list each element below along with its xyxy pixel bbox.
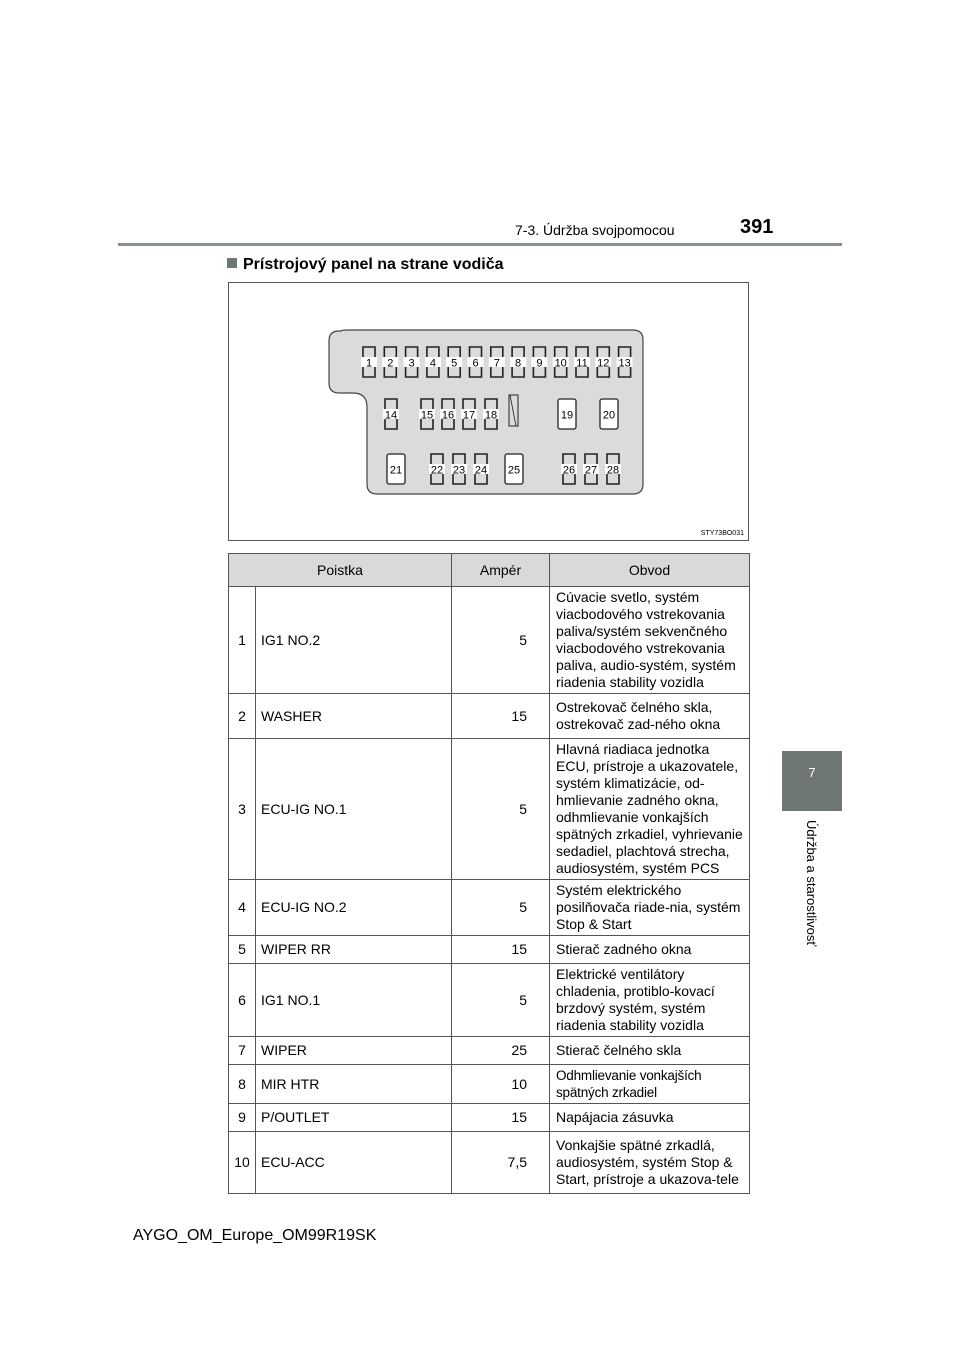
- column-header-ampere: Ampér: [452, 554, 550, 587]
- fuse-label: 12: [597, 357, 610, 370]
- fuse-label: 1: [365, 357, 373, 370]
- fuse-number: 9: [229, 1104, 256, 1132]
- header-divider: [118, 243, 842, 246]
- fuse-label: 20: [602, 409, 616, 422]
- fuse-name: WIPER RR: [256, 936, 452, 964]
- fuse-ampere: 10: [452, 1065, 550, 1104]
- fuse-ampere: 5: [452, 739, 550, 880]
- fuse-label: 3: [408, 357, 415, 370]
- fuse-label: 10: [554, 357, 567, 370]
- fuse-circuit: Vonkajšie spätné zrkadlá, audiosystém, systém Stop & Start, prístroje a ukazova-tele: [550, 1132, 750, 1194]
- fuse-circuit: Ostrekovač čelného skla, ostrekovač zad-ného okna: [550, 694, 750, 739]
- fuse-name: IG1 NO.1: [256, 964, 452, 1037]
- fuse-number: 1: [229, 587, 256, 694]
- fuse-label: 16: [441, 409, 455, 422]
- fuse-ampere: 15: [452, 694, 550, 739]
- fuse-label: 27: [584, 464, 598, 477]
- fuse-label: 25: [507, 464, 521, 477]
- chapter-number: 7: [808, 765, 816, 780]
- chapter-tab: [782, 751, 842, 811]
- table-row: [229, 694, 750, 739]
- fuse-name: ECU-IG NO.2: [256, 880, 452, 936]
- fuse-label: 4: [429, 357, 436, 370]
- fuse-name: WIPER: [256, 1037, 452, 1065]
- table-row: [229, 587, 750, 694]
- fuse-label: 2: [387, 357, 394, 370]
- fuse-number: 5: [229, 936, 256, 964]
- fuse-number: 7: [229, 1037, 256, 1065]
- chapter-title: Údržba a starostlivosť: [804, 820, 819, 947]
- table-row: [229, 1132, 750, 1194]
- fuse-number: 4: [229, 880, 256, 936]
- fuse-ampere: 5: [452, 964, 550, 1037]
- section-title: 7-3. Údržba svojpomocou: [515, 222, 675, 238]
- heading-text: Prístrojový panel na strane vodiča: [243, 256, 504, 273]
- table-row: [229, 1065, 750, 1104]
- fuse-number: 2: [229, 694, 256, 739]
- fuse-ampere: 15: [452, 1104, 550, 1132]
- fuse-name: MIR HTR: [256, 1065, 452, 1104]
- fuse-label: 6: [472, 357, 479, 370]
- column-header-circuit: Obvod: [550, 554, 750, 587]
- square-bullet-icon: [227, 258, 237, 268]
- fuse-name: P/OUTLET: [256, 1104, 452, 1132]
- diagram-code: STY73BO031: [700, 530, 744, 537]
- chapter-title-vertical: [803, 820, 823, 980]
- fuse-slot: [558, 399, 576, 429]
- fuse-label: 24: [474, 464, 488, 477]
- page-number: 391: [740, 216, 774, 238]
- fuse-name: IG1 NO.2: [256, 587, 452, 694]
- fuse-box-diagram: [228, 282, 749, 541]
- fuse-label: 22: [430, 464, 444, 477]
- fuse-circuit: Cúvacie svetlo, systém viacbodového vstrekovania paliva/systém sekvenčného viacbodového vstrekovania paliva, audio-systém, systém riadenia stability vozidla: [550, 587, 750, 694]
- column-header-fuse: Poistka: [229, 554, 452, 587]
- fuse-label: 18: [484, 409, 498, 422]
- fuse-label: 14: [384, 409, 398, 422]
- fuse-ampere: 5: [452, 880, 550, 936]
- fuse-ampere: 15: [452, 936, 550, 964]
- fuse-circuit: Stierač čelného skla: [550, 1037, 750, 1065]
- fuse-number: 10: [229, 1132, 256, 1194]
- fuse-number: 6: [229, 964, 256, 1037]
- table-row: [229, 964, 750, 1037]
- table-row: [229, 739, 750, 880]
- fuse-label: 15: [420, 409, 434, 422]
- fuse-label: 8: [515, 357, 522, 370]
- table-row: [229, 1104, 750, 1132]
- fuse-label: 19: [560, 409, 574, 422]
- fuse-label: 11: [576, 357, 588, 370]
- fuse-slot: [600, 399, 618, 429]
- document-footer: AYGO_OM_Europe_OM99R19SK: [133, 1227, 377, 1244]
- fuse-ampere: 5: [452, 587, 550, 694]
- table-row: [229, 936, 750, 964]
- fuse-number: 3: [229, 739, 256, 880]
- fuse-label: 26: [562, 464, 576, 477]
- fuse-label: 23: [452, 464, 466, 477]
- fuse-ampere: 7,5: [452, 1132, 550, 1194]
- table-row: [229, 880, 750, 936]
- fuse-circuit: Elektrické ventilátory chladenia, protiblo-kovací brzdový systém, systém riadenia stability vozidla: [550, 964, 750, 1037]
- fuse-circuit: Systém elektrického posilňovača riade-nia, systém Stop & Start: [550, 880, 750, 936]
- fuse-number: 8: [229, 1065, 256, 1104]
- fuse-label: 28: [606, 464, 620, 477]
- fuse-circuit: Stierač zadného okna: [550, 936, 750, 964]
- fuse-name: ECU-ACC: [256, 1132, 452, 1194]
- table-header-row: [229, 554, 750, 587]
- fuse-label: 5: [451, 357, 458, 370]
- fuse-label: 9: [536, 357, 543, 370]
- fuse-circuit: Odhmlievanie vonkajších spätných zrkadiel: [550, 1065, 750, 1104]
- fuse-circuit: Hlavná riadiaca jednotka ECU, prístroje a ukazovatele, systém klimatizácie, od-hmlievanie zadného okna, odhmlievanie vonkajších spätných zrkadiel, vyhrievanie sedadiel, plachtová strecha, audiosystém, systém PCS: [550, 739, 750, 880]
- fuse-label: 21: [389, 464, 403, 477]
- fuse-box-svg: [229, 283, 748, 540]
- fuse-label: 17: [462, 409, 476, 422]
- table-row: [229, 1037, 750, 1065]
- fuse-ampere: 25: [452, 1037, 550, 1065]
- fuse-label: 13: [618, 357, 631, 370]
- fuse-slot: [505, 454, 523, 484]
- section-heading: [227, 256, 504, 274]
- fuse-slot: [387, 454, 405, 484]
- fuse-table: [228, 553, 750, 1194]
- fuse-name: ECU-IG NO.1: [256, 739, 452, 880]
- fuse-circuit: Napájacia zásuvka: [550, 1104, 750, 1132]
- fuse-name: WASHER: [256, 694, 452, 739]
- fuse-label: 7: [493, 357, 500, 370]
